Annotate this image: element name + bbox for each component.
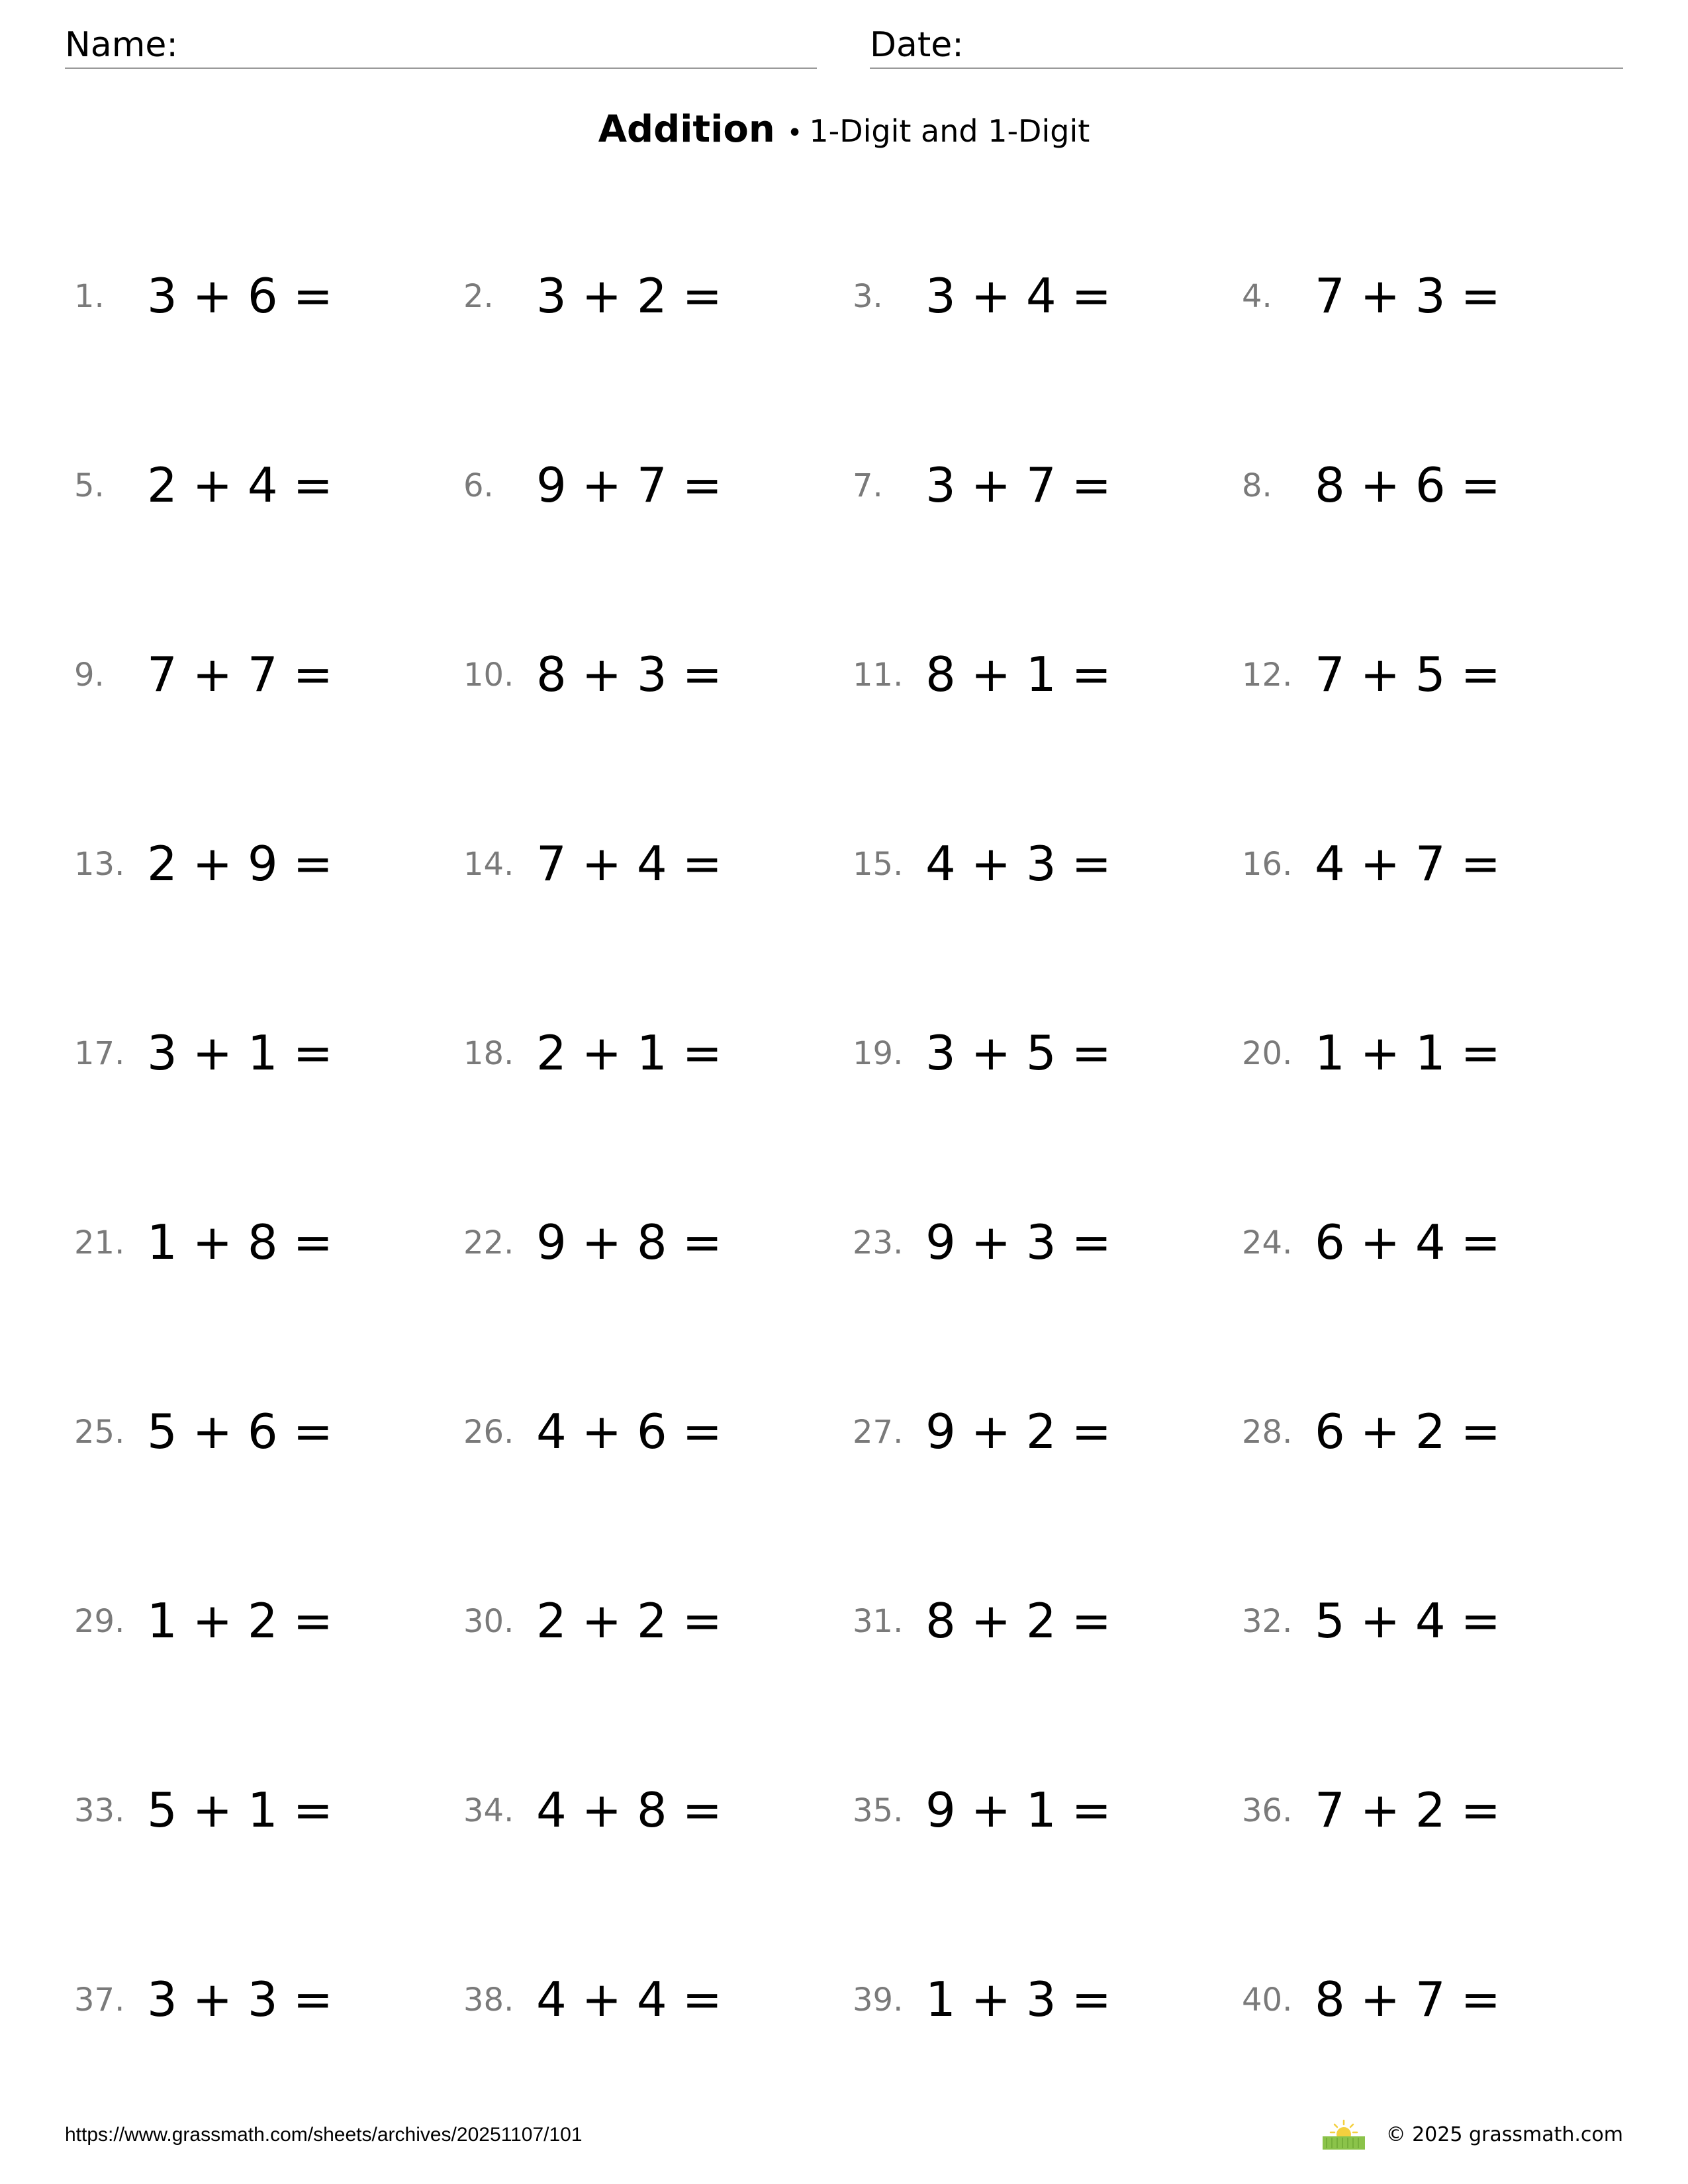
problem-expression: 2 + 2 = bbox=[536, 1593, 722, 1649]
problem-item bbox=[74, 1563, 463, 1752]
problem-number: 1. bbox=[74, 278, 105, 315]
problem-number: 31. bbox=[853, 1603, 904, 1640]
problem-item bbox=[74, 806, 463, 995]
problem-item bbox=[1242, 238, 1631, 428]
problem-expression: 7 + 4 = bbox=[536, 836, 722, 891]
problem-item bbox=[853, 1563, 1242, 1752]
worksheet-title: Addition bbox=[598, 108, 775, 151]
name-field[interactable] bbox=[65, 23, 817, 69]
problem-number: 6. bbox=[463, 467, 494, 504]
problem-item bbox=[853, 806, 1242, 995]
problem-number: 39. bbox=[853, 1981, 904, 2019]
problem-number: 3. bbox=[853, 278, 883, 315]
problem-item bbox=[853, 1185, 1242, 1374]
problem-number: 38. bbox=[463, 1981, 514, 2019]
problem-item bbox=[853, 1752, 1242, 1942]
problem-number: 14. bbox=[463, 846, 514, 883]
problem-number: 25. bbox=[74, 1414, 125, 1451]
problem-item bbox=[74, 995, 463, 1185]
problem-number: 5. bbox=[74, 467, 105, 504]
problem-expression: 7 + 3 = bbox=[1315, 268, 1501, 324]
problem-item bbox=[853, 428, 1242, 617]
problem-expression: 4 + 4 = bbox=[536, 1972, 722, 2027]
problem-expression: 2 + 1 = bbox=[536, 1025, 722, 1081]
problem-expression: 7 + 7 = bbox=[147, 647, 333, 702]
problem-item bbox=[74, 238, 463, 428]
problem-expression: 8 + 3 = bbox=[536, 647, 722, 702]
problem-item bbox=[463, 806, 853, 995]
problem-number: 26. bbox=[463, 1414, 514, 1451]
problem-number: 23. bbox=[853, 1224, 904, 1261]
footer-url[interactable]: https://www.grassmath.com/sheets/archives/20251107/101 bbox=[65, 2124, 583, 2146]
grass-sun-logo-icon bbox=[1320, 2118, 1368, 2151]
problem-number: 36. bbox=[1242, 1792, 1293, 1829]
problem-number: 24. bbox=[1242, 1224, 1293, 1261]
problem-number: 11. bbox=[853, 657, 904, 694]
problem-number: 27. bbox=[853, 1414, 904, 1451]
problem-number: 13. bbox=[74, 846, 125, 883]
problem-expression: 6 + 2 = bbox=[1315, 1404, 1501, 1459]
problem-item bbox=[1242, 1563, 1631, 1752]
problem-item bbox=[1242, 806, 1631, 995]
problem-number: 7. bbox=[853, 467, 883, 504]
problem-expression: 5 + 6 = bbox=[147, 1404, 333, 1459]
problem-expression: 4 + 6 = bbox=[536, 1404, 722, 1459]
problem-item bbox=[1242, 1942, 1631, 2131]
problem-expression: 3 + 7 = bbox=[925, 457, 1111, 513]
problem-expression: 3 + 2 = bbox=[536, 268, 722, 324]
name-date-header bbox=[65, 23, 1623, 70]
problem-number: 33. bbox=[74, 1792, 125, 1829]
problem-expression: 9 + 1 = bbox=[925, 1782, 1111, 1838]
problem-item bbox=[1242, 617, 1631, 806]
problem-expression: 7 + 2 = bbox=[1315, 1782, 1501, 1838]
problem-expression: 6 + 4 = bbox=[1315, 1214, 1501, 1270]
problem-number: 19. bbox=[853, 1035, 904, 1072]
problem-expression: 5 + 1 = bbox=[147, 1782, 333, 1838]
problem-grid bbox=[74, 238, 1630, 2131]
problem-item bbox=[463, 1942, 853, 2131]
worksheet-subtitle: 1-Digit and 1-Digit bbox=[809, 113, 1090, 149]
problem-number: 16. bbox=[1242, 846, 1293, 883]
problem-item bbox=[463, 995, 853, 1185]
problem-expression: 2 + 4 = bbox=[147, 457, 333, 513]
problem-expression: 8 + 1 = bbox=[925, 647, 1111, 702]
problem-expression: 1 + 2 = bbox=[147, 1593, 333, 1649]
problem-expression: 2 + 9 = bbox=[147, 836, 333, 891]
problem-item bbox=[463, 1374, 853, 1563]
problem-item bbox=[853, 1374, 1242, 1563]
problem-number: 4. bbox=[1242, 278, 1272, 315]
problem-expression: 3 + 1 = bbox=[147, 1025, 333, 1081]
problem-expression: 1 + 8 = bbox=[147, 1214, 333, 1270]
problem-expression: 5 + 4 = bbox=[1315, 1593, 1501, 1649]
problem-number: 21. bbox=[74, 1224, 125, 1261]
problem-item bbox=[1242, 1752, 1631, 1942]
problem-number: 37. bbox=[74, 1981, 125, 2019]
problem-number: 20. bbox=[1242, 1035, 1293, 1072]
problem-expression: 8 + 6 = bbox=[1315, 457, 1501, 513]
name-label: Name: bbox=[65, 25, 178, 65]
problem-item bbox=[74, 617, 463, 806]
problem-number: 17. bbox=[74, 1035, 125, 1072]
problem-item bbox=[74, 1374, 463, 1563]
problem-item bbox=[853, 1942, 1242, 2131]
problem-item bbox=[1242, 995, 1631, 1185]
worksheet-title-row bbox=[0, 103, 1688, 159]
problem-number: 30. bbox=[463, 1603, 514, 1640]
problem-number: 12. bbox=[1242, 657, 1293, 694]
problem-number: 9. bbox=[74, 657, 105, 694]
problem-number: 10. bbox=[463, 657, 514, 694]
footer-copyright: © 2025 grassmath.com bbox=[1385, 2123, 1623, 2146]
problem-number: 29. bbox=[74, 1603, 125, 1640]
problem-item bbox=[463, 428, 853, 617]
problem-number: 28. bbox=[1242, 1414, 1293, 1451]
problem-expression: 9 + 3 = bbox=[925, 1214, 1111, 1270]
problem-number: 34. bbox=[463, 1792, 514, 1829]
problem-item bbox=[463, 617, 853, 806]
problem-item bbox=[463, 1563, 853, 1752]
problem-expression: 9 + 7 = bbox=[536, 457, 722, 513]
title-separator: • bbox=[786, 118, 803, 148]
problem-number: 40. bbox=[1242, 1981, 1293, 2019]
footer bbox=[65, 2115, 1623, 2155]
problem-item bbox=[853, 238, 1242, 428]
problem-expression: 1 + 1 = bbox=[1315, 1025, 1501, 1081]
problem-number: 2. bbox=[463, 278, 494, 315]
problem-expression: 3 + 3 = bbox=[147, 1972, 333, 2027]
problem-item bbox=[1242, 428, 1631, 617]
problem-expression: 3 + 4 = bbox=[925, 268, 1111, 324]
problem-number: 18. bbox=[463, 1035, 514, 1072]
problem-expression: 4 + 8 = bbox=[536, 1782, 722, 1838]
problem-expression: 9 + 8 = bbox=[536, 1214, 722, 1270]
problem-item bbox=[853, 995, 1242, 1185]
problem-item bbox=[74, 1185, 463, 1374]
problem-expression: 3 + 6 = bbox=[147, 268, 333, 324]
problem-item bbox=[74, 428, 463, 617]
problem-expression: 4 + 3 = bbox=[925, 836, 1111, 891]
problem-expression: 8 + 7 = bbox=[1315, 1972, 1501, 2027]
problem-expression: 7 + 5 = bbox=[1315, 647, 1501, 702]
problem-expression: 9 + 2 = bbox=[925, 1404, 1111, 1459]
problem-number: 8. bbox=[1242, 467, 1272, 504]
problem-expression: 4 + 7 = bbox=[1315, 836, 1501, 891]
problem-expression: 3 + 5 = bbox=[925, 1025, 1111, 1081]
problem-number: 35. bbox=[853, 1792, 904, 1829]
problem-item bbox=[1242, 1374, 1631, 1563]
problem-item bbox=[463, 238, 853, 428]
problem-item bbox=[853, 617, 1242, 806]
problem-item bbox=[74, 1752, 463, 1942]
problem-expression: 8 + 2 = bbox=[925, 1593, 1111, 1649]
problem-item bbox=[1242, 1185, 1631, 1374]
problem-expression: 1 + 3 = bbox=[925, 1972, 1111, 2027]
problem-number: 22. bbox=[463, 1224, 514, 1261]
problem-number: 15. bbox=[853, 846, 904, 883]
problem-item bbox=[74, 1942, 463, 2131]
date-field[interactable] bbox=[870, 23, 1623, 69]
problem-number: 32. bbox=[1242, 1603, 1293, 1640]
date-label: Date: bbox=[870, 25, 964, 65]
problem-item bbox=[463, 1185, 853, 1374]
problem-item bbox=[463, 1752, 853, 1942]
